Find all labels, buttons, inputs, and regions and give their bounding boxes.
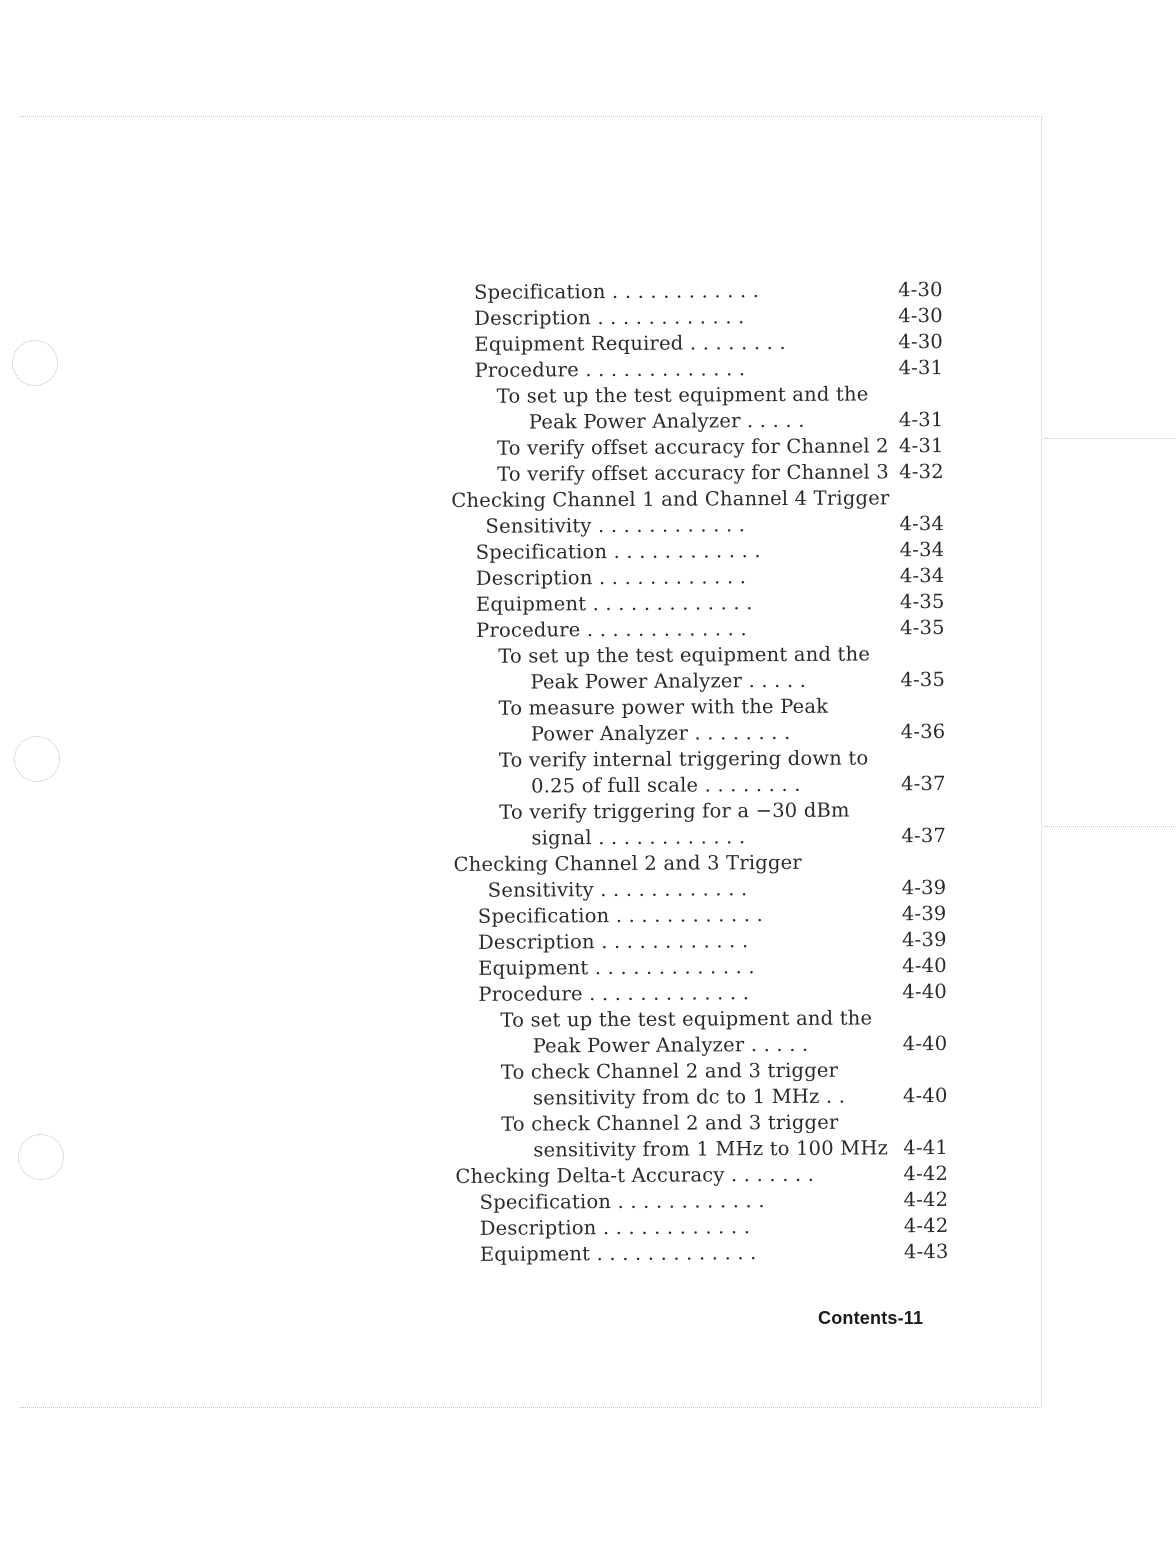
toc-entry-page-number: 4-32 [899, 459, 944, 484]
toc-entry [456, 1213, 956, 1242]
toc-entry-title: To verify triggering for a −30 dBm [499, 798, 850, 824]
toc-entry-title: Description . . . . . . . . . . . . [475, 565, 747, 590]
toc-entry [452, 589, 952, 618]
scan-tab-1 [1044, 438, 1176, 439]
toc-entry-page-number: 4-35 [900, 667, 946, 692]
toc-entry-title: To check Channel 2 and 3 trigger [500, 1058, 839, 1084]
toc-entry-page-number: 4-42 [903, 1187, 949, 1212]
toc-entry [450, 277, 950, 306]
toc-entry [451, 433, 951, 462]
toc-entry-title: Equipment . . . . . . . . . . . . . [479, 1241, 757, 1266]
toc-entry-page-number: 4-34 [899, 563, 945, 588]
toc-entry-page-number: 4-31 [898, 407, 944, 432]
toc-entry [453, 797, 953, 826]
toc-entry-title: To verify offset accuracy for Channel 2 [496, 434, 889, 460]
toc-entry [453, 693, 953, 722]
toc-entry-title: To verify offset accuracy for Channel 3 [497, 460, 889, 486]
toc-entry-title: Description . . . . . . . . . . . . [474, 305, 745, 330]
toc-entry [452, 537, 952, 566]
toc-entry [452, 615, 952, 644]
toc-entry-title: signal . . . . . . . . . . . . [531, 825, 746, 850]
toc-entry-title: Equipment . . . . . . . . . . . . . [478, 955, 755, 980]
toc-entry-title: Sensitivity . . . . . . . . . . . . [487, 877, 748, 902]
punch-hole-middle [14, 736, 60, 782]
toc-entry-title: Specification . . . . . . . . . . . . [474, 279, 760, 304]
toc-entry [453, 719, 953, 748]
toc-entry-page-number: 4-34 [899, 537, 945, 562]
toc-entry [450, 329, 950, 358]
toc-entry [452, 563, 952, 592]
toc-entry [455, 1135, 955, 1164]
toc-entry-page-number: 4-31 [898, 433, 944, 458]
toc-entry [451, 459, 951, 488]
toc-entry-title: Checking Channel 2 and 3 Trigger [453, 850, 802, 876]
toc-entry-page-number: 4-34 [899, 511, 945, 536]
toc-entry-title: Checking Delta-t Accuracy . . . . . . . [455, 1162, 815, 1188]
toc-entry-page-number: 4-37 [901, 823, 947, 848]
toc-entry-title: Description . . . . . . . . . . . . [477, 929, 749, 954]
page-footer-label: Contents-11 [818, 1308, 924, 1328]
toc-entry [455, 1031, 955, 1060]
toc-entry [455, 1083, 955, 1112]
toc-entry [455, 1161, 955, 1190]
toc-entry-page-number: 4-31 [898, 355, 944, 380]
toc-entry [451, 485, 951, 514]
toc-entry-page-number: 4-42 [903, 1161, 949, 1186]
toc-entry [451, 511, 951, 540]
toc-entry [451, 381, 951, 410]
toc-entry [455, 1109, 955, 1138]
toc-entry-title: Specification . . . . . . . . . . . . [479, 1189, 765, 1214]
toc-entry-title: Peak Power Analyzer . . . . . [528, 408, 805, 434]
toc-entry-page-number: 4-40 [902, 1083, 948, 1108]
toc-entry-page-number: 4-43 [903, 1239, 949, 1264]
toc-entry [455, 1057, 955, 1086]
toc-entry-page-number: 4-30 [898, 303, 943, 328]
toc-entry [454, 953, 954, 982]
toc-entry [453, 849, 953, 878]
table-of-contents [450, 277, 956, 1268]
toc-entry [456, 1239, 956, 1268]
toc-entry-title: sensitivity from dc to 1 MHz . . [532, 1084, 846, 1110]
toc-entry [456, 1187, 956, 1216]
toc-entry-title: Equipment Required . . . . . . . . [474, 330, 786, 356]
toc-entry [451, 407, 951, 436]
toc-entry-page-number: 4-30 [898, 329, 944, 354]
toc-entry-title: To set up the test equipment and the [496, 382, 869, 408]
toc-entry [454, 875, 954, 904]
toc-entry [452, 667, 952, 696]
toc-entry-title: Specification . . . . . . . . . . . . [477, 903, 764, 928]
toc-entry [454, 901, 954, 930]
toc-entry-title: Power Analyzer . . . . . . . . [530, 720, 791, 746]
toc-entry-page-number: 4-35 [899, 589, 945, 614]
toc-entry-title: Checking Channel 1 and Channel 4 Trigger [451, 486, 890, 512]
toc-entry-page-number: 4-39 [901, 875, 947, 900]
scan-edge-bottom [20, 1407, 1042, 1408]
toc-entry-title: 0.25 of full scale . . . . . . . . [531, 772, 801, 798]
scan-edge-right [1041, 116, 1042, 1408]
toc-entry-page-number: 4-30 [897, 277, 943, 302]
toc-entry [454, 1005, 954, 1034]
toc-entry [454, 927, 954, 956]
toc-entry-page-number: 4-40 [902, 1031, 948, 1056]
toc-entry [450, 355, 950, 384]
toc-entry [453, 823, 953, 852]
toc-entry-page-number: 4-37 [901, 771, 946, 796]
toc-entry-title: Procedure . . . . . . . . . . . . . [478, 981, 750, 1006]
toc-entry [453, 771, 953, 800]
toc-entry [450, 303, 950, 332]
toc-entry-page-number: 4-39 [901, 927, 947, 952]
toc-entry-title: To measure power with the Peak [498, 694, 829, 720]
toc-entry-page-number: 4-40 [902, 953, 947, 978]
toc-entry-title: To check Channel 2 and 3 trigger [501, 1110, 839, 1136]
toc-entry-title: Procedure . . . . . . . . . . . . . [474, 357, 746, 382]
toc-entry-page-number: 4-35 [900, 615, 945, 640]
toc-entry [453, 745, 953, 774]
toc-entry-title: sensitivity from 1 MHz to 100 MHz [533, 1136, 889, 1162]
toc-entry-title: Sensitivity . . . . . . . . . . . . [485, 513, 746, 538]
toc-entry [454, 979, 954, 1008]
toc-entry-title: Peak Power Analyzer . . . . . [532, 1032, 809, 1058]
toc-entry-page-number: 4-39 [901, 901, 947, 926]
toc-entry-page-number: 4-40 [902, 979, 948, 1004]
toc-entry-page-number: 4-41 [903, 1135, 948, 1160]
toc-entry-title: Procedure . . . . . . . . . . . . . [476, 617, 747, 642]
toc-entry-title: To set up the test equipment and the [500, 1006, 873, 1032]
scan-tab-2 [1044, 826, 1176, 827]
toc-entry-title: Peak Power Analyzer . . . . . [530, 668, 807, 694]
toc-entry-page-number: 4-36 [900, 719, 946, 744]
toc-entry-title: To verify internal triggering down to [498, 746, 869, 772]
toc-entry-title: Equipment . . . . . . . . . . . . . [475, 591, 753, 616]
scan-edge-top [20, 116, 1042, 117]
punch-hole-top [12, 340, 58, 386]
toc-entry-title: Description . . . . . . . . . . . . [479, 1215, 751, 1240]
toc-entry-title: Specification . . . . . . . . . . . . [475, 539, 761, 564]
toc-entry-title: To set up the test equipment and the [498, 642, 871, 668]
toc-entry-page-number: 4-42 [903, 1213, 949, 1238]
punch-hole-bottom [18, 1134, 64, 1180]
toc-entry [452, 641, 952, 670]
